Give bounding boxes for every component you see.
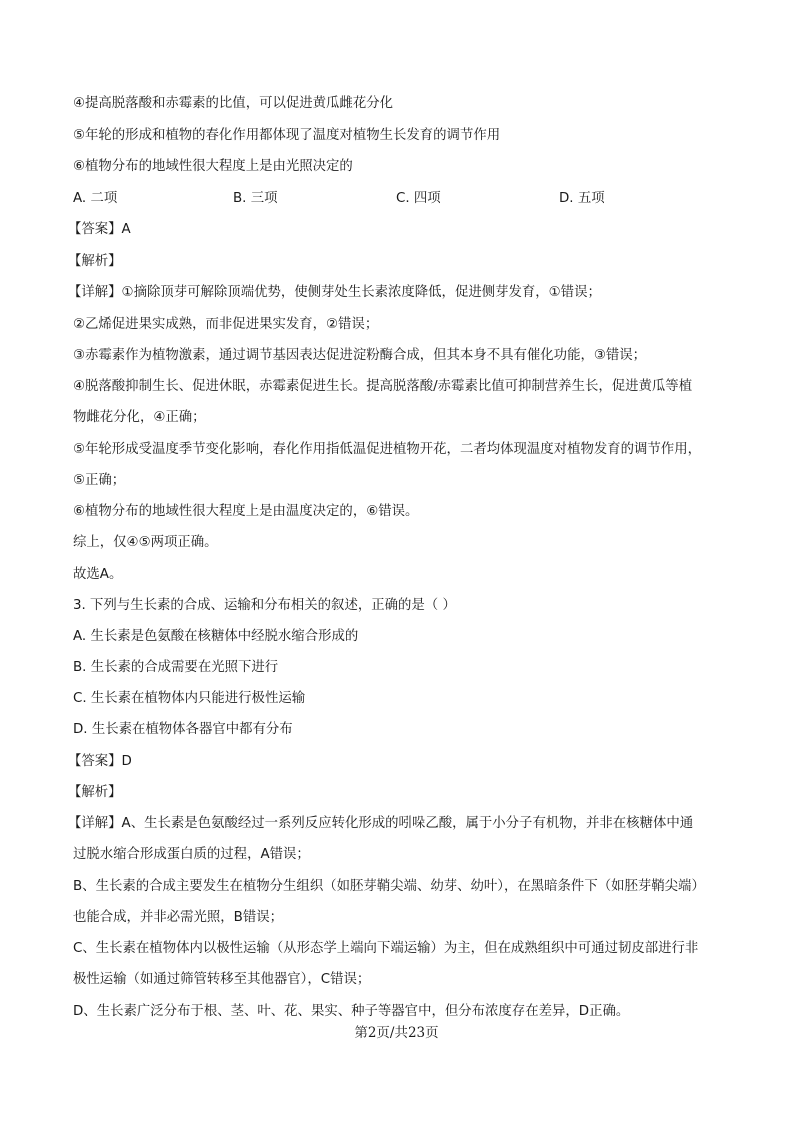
q3-detail-line: C、生长素在植物体内以极性运输（从形态学上端向下端运输）为主，但在成熟组织中可通过韧皮部进行非 — [73, 941, 699, 956]
q2-option-c: C. 四项 — [396, 191, 441, 206]
q3-option-c: C. 生长素在植物体内只能进行极性运输 — [73, 691, 306, 706]
q2-detail-line: ②乙烯促进果实成熟，而非促进果实发育，②错误； — [73, 317, 379, 332]
q3-detail-line: 过脱水缩合形成蛋白质的过程，A错误； — [73, 847, 310, 862]
q3-detail-line: B、生长素的合成主要发生在植物分生组织（如胚芽鞘尖端、幼芽、幼叶），在黑暗条件下（如胚芽鞘尖端） — [73, 879, 705, 894]
q3-option-d: D. 生长素在植物体各器官中都有分布 — [73, 722, 293, 737]
q2-detail-line: 物雌花分化，④正确； — [73, 410, 206, 425]
q2-detail-line: ⑤年轮形成受温度季节变化影响，春化作用指低温促进植物开花，二者均体现温度对植物发育的调节作用， — [73, 442, 701, 457]
q2-option-d: D. 五项 — [559, 191, 605, 206]
q2-option-a: A. 二项 — [73, 191, 118, 206]
q2-analysis-label: 【解析】 — [68, 254, 122, 269]
q2-detail-line: ⑥植物分布的地域性很大程度上是由温度决定的，⑥错误。 — [73, 504, 419, 519]
q3-detail-line: D、生长素广泛分布于根、茎、叶、花、果实、种子等器官中，但分布浓度存在差异，D正确。 — [73, 1004, 630, 1019]
q3-option-a: A. 生长素是色氨酸在核糖体中经脱水缩合形成的 — [73, 629, 359, 644]
q3-analysis-label: 【解析】 — [68, 785, 122, 800]
q3-option-b: B. 生长素的合成需要在光照下进行 — [73, 660, 279, 675]
q2-detail-line: 【详解】①摘除顶芽可解除顶端优势，使侧芽处生长素浓度降低，促进侧芽发育，①错误； — [68, 285, 601, 300]
q2-detail-line: ⑤正确； — [73, 473, 126, 488]
page-number-footer: 第2页/共23页 — [354, 1025, 439, 1041]
q2-detail-line: 综上，仅④⑤两项正确。 — [73, 535, 218, 550]
q2-item-4: ④提高脱落酸和赤霉素的比值，可以促进黄瓜雌花分化 — [73, 96, 393, 111]
q3-detail-line: 【详解】A、生长素是色氨酸经过一系列反应转化形成的吲哚乙酸，属于小分子有机物，并非在核糖体中通 — [68, 816, 694, 831]
q2-detail-line: ④脱落酸抑制生长、促进休眠，赤霉素促进生长。提高脱落酸/赤霉素比值可抑制营养生长，促进黄瓜等植 — [73, 379, 693, 394]
q3-detail-line: 也能合成，并非必需光照，B错误； — [73, 910, 284, 925]
q2-item-6: ⑥植物分布的地域性很大程度上是由光照决定的 — [73, 159, 353, 174]
q2-answer: 【答案】A — [68, 222, 131, 237]
q2-detail-line: 故选A。 — [73, 567, 123, 582]
q3-stem: 3. 下列与生长素的合成、运输和分布相关的叙述，正确的是（ ） — [73, 598, 456, 613]
q2-option-b: B. 三项 — [233, 191, 278, 206]
q2-detail-line: ③赤霉素作为植物激素，通过调节基因表达促进淀粉酶合成，但其本身不具有催化功能，③错误； — [73, 348, 647, 363]
q3-answer: 【答案】D — [68, 754, 132, 769]
q3-detail-line: 极性运输（如通过筛管转移至其他器官），C错误； — [73, 972, 371, 987]
q2-item-5: ⑤年轮的形成和植物的春化作用都体现了温度对植物生长发育的调节作用 — [73, 128, 501, 143]
